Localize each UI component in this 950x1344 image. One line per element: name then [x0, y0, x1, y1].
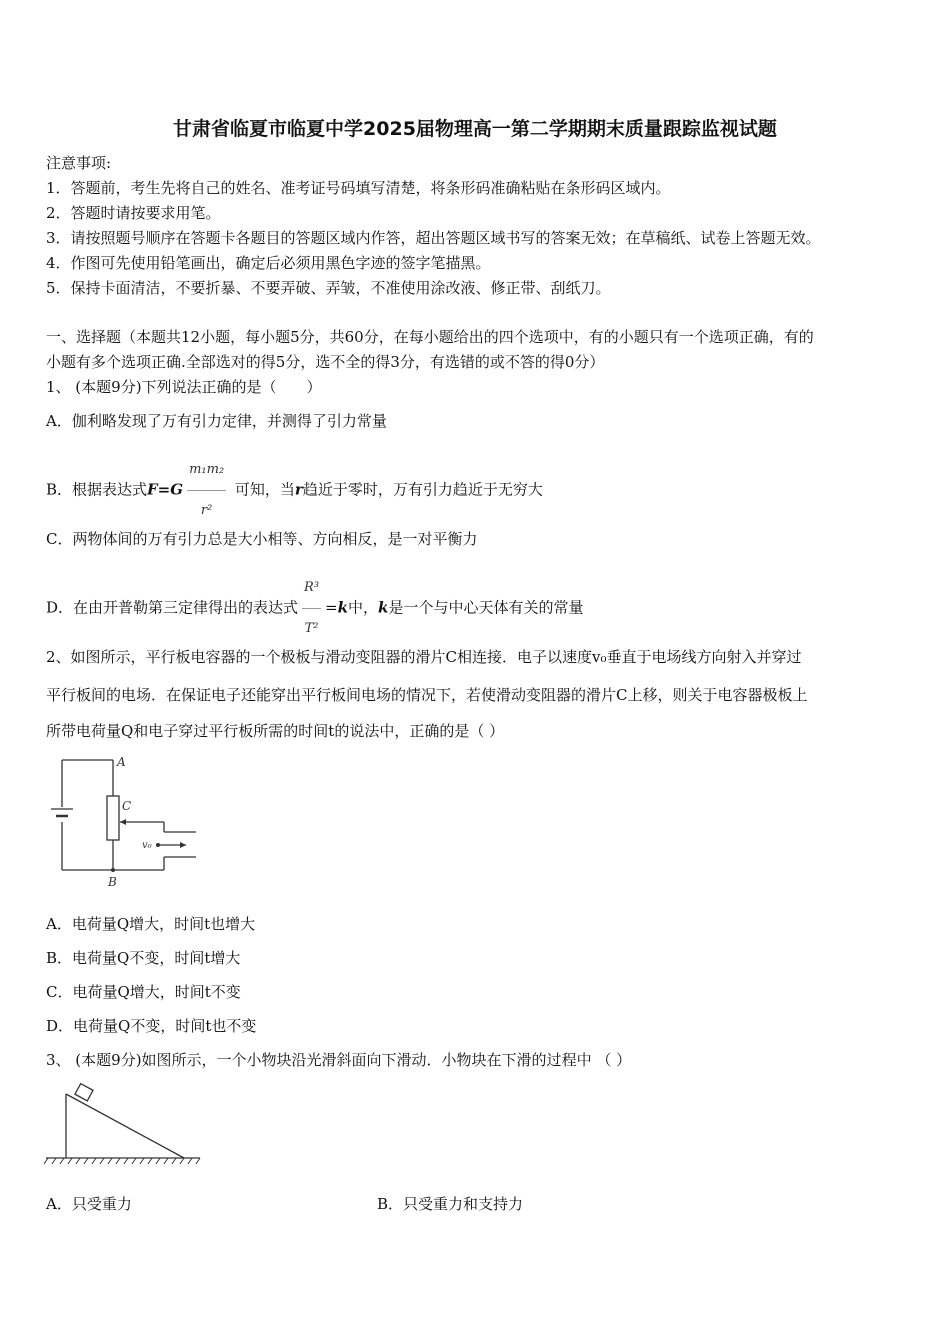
- notice-heading: 注意事项:: [46, 154, 112, 172]
- notice-item: 5．保持卡面清洁，不要折暴、不要弄破、弄皱，不准使用涂改液、修正带、刮纸刀。: [46, 279, 611, 297]
- q2-stem: 2、如图所示，平行板电容器的一个极板与滑动变阻器的滑片C相连接．电子以速度v₀垂直于电场线方向射入并穿过: [46, 648, 802, 666]
- fraction: [302, 568, 321, 649]
- notice-item: 1．答题前，考生先将自己的姓名、准考证号码填写清楚，将条形码准确粘贴在条形码区域内。: [46, 179, 671, 197]
- fraction-numerator: R³: [302, 568, 321, 609]
- notice-item: 4．作图可先使用铅笔画出，确定后必须用黑色字迹的签字笔描黑。: [46, 254, 491, 272]
- q1-formula-lhs: F=G: [147, 480, 184, 499]
- q1-option-d-text: 中，: [348, 598, 379, 617]
- q2-stem: 平行板间的电场．在保证电子还能穿出平行板间电场的情况下，若使滑动变阻器的滑片C上移，则关于电容器极板上: [46, 686, 808, 704]
- fraction: [187, 450, 226, 531]
- q1-option-b-text: 可知，当: [230, 480, 295, 499]
- section-instructions: 一、选择题（本题共12小题，每小题5分，共60分，在每小题给出的四个选项中，有的小题只有一个选项正确，有的: [46, 328, 814, 346]
- q2-option-d: D．电荷量Q不变，时间t也不变: [46, 1017, 257, 1035]
- q1-variable: r: [294, 480, 303, 499]
- q1-option-b-text: 趋近于零时，万有引力趋近于无穷大: [302, 480, 543, 499]
- q1-option-d: [46, 568, 583, 649]
- q1-option-a: A．伽利略发现了万有引力定律，并测得了引力常量: [46, 412, 387, 430]
- equals-sign: =: [325, 598, 338, 617]
- q2-option-c: C．电荷量Q增大，时间t不变: [46, 983, 241, 1001]
- q2-option-b: B．电荷量Q不变，时间t增大: [46, 949, 241, 967]
- q3-option-a: A．只受重力: [46, 1195, 132, 1213]
- q1-stem: 1、 (本题9分)下列说法正确的是（ ）: [46, 378, 322, 396]
- q1-option-d-text: 是一个与中心天体有关的常量: [388, 598, 584, 617]
- incline-diagram: [44, 1080, 204, 1170]
- q1-variable: k: [337, 598, 349, 617]
- q2-stem: 所带电荷量Q和电子穿过平行板所需的时间t的说法中，正确的是（ ）: [46, 722, 505, 740]
- circuit-diagram: [46, 752, 216, 892]
- q1-variable: k: [378, 598, 389, 617]
- fraction-numerator: m₁m₂: [187, 450, 226, 491]
- label-c: C: [122, 799, 132, 813]
- label-b: B: [108, 875, 117, 889]
- page-title: 甘肃省临夏市临夏中学2025届物理高一第二学期期末质量跟踪监视试题: [173, 118, 777, 140]
- fraction-denominator: r²: [200, 503, 213, 518]
- fraction-denominator: T²: [304, 621, 319, 636]
- q1-option-d-text: D．在由开普勒第三定律得出的表达式: [46, 598, 299, 617]
- q3-option-b: B．只受重力和支持力: [377, 1195, 524, 1213]
- q1-option-c: C．两物体间的万有引力总是大小相等、方向相反，是一对平衡力: [46, 530, 478, 548]
- notice-item: 3．请按照题号顺序在答题卡各题目的答题区域内作答，超出答题区域书写的答案无效；在草稿纸、试卷上答题无效。: [46, 229, 821, 247]
- q1-option-b-text: B．根据表达式: [46, 480, 148, 499]
- notice-item: 2．答题时请按要求用笔。: [46, 204, 221, 222]
- label-velocity: v₀: [142, 840, 152, 851]
- q1-option-b: [46, 450, 543, 531]
- label-a: A: [117, 755, 126, 769]
- q3-stem: 3、 (本题9分)如图所示，一个小物块沿光滑斜面向下滑动．小物块在下滑的过程中 （ ）: [46, 1051, 632, 1069]
- section-instructions: 小题有多个选项正确.全部选对的得5分，选不全的得3分，有选错的或不答的得0分）: [46, 353, 605, 371]
- q2-option-a: A．电荷量Q增大，时间t也增大: [46, 915, 256, 933]
